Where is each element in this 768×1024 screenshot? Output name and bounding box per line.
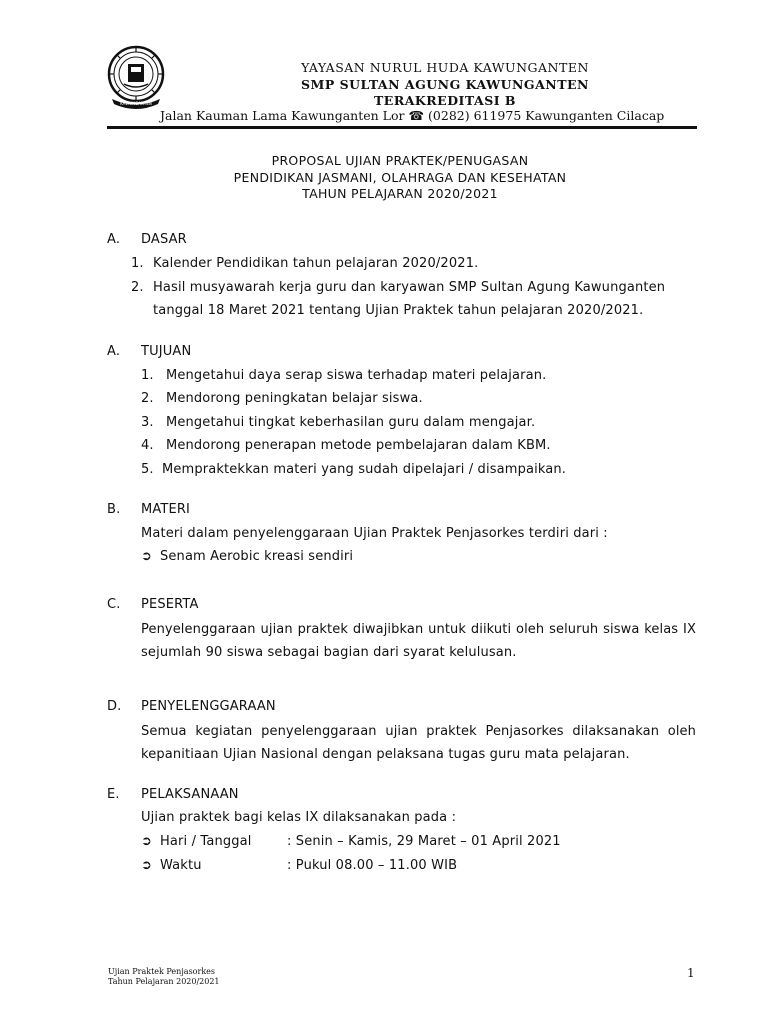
list-item: Mendorong peningkatan belajar siswa. (166, 391, 423, 406)
schedule-value: : Senin – Kamis, 29 Maret – 01 April 2021 (287, 834, 561, 849)
section-intro: Ujian praktek bagi kelas IX dilaksanakan pada : (141, 810, 457, 825)
letterhead-divider (107, 126, 697, 129)
schedule-value: : Pukul 08.00 – 11.00 WIB (287, 858, 458, 873)
bullet-item: Senam Aerobic kreasi sendiri (160, 549, 354, 564)
paragraph-line: Penyelenggaraan ujian praktek diwajibkan untuk diikuti oleh seluruh siswa kelas IX (141, 622, 696, 637)
list-item: Mempraktekkan materi yang sudah dipelajari / disampaikan. (162, 462, 567, 477)
section-letter: E. (107, 787, 120, 802)
address-phone-city: (0282) 611975 Kawunganten Cilacap (428, 108, 665, 123)
school-logo (104, 44, 168, 110)
section-heading-pelaksanaan: PELAKSANAAN (141, 787, 239, 802)
list-number: 5. (141, 462, 154, 477)
list-number: 2. (141, 391, 154, 406)
section-intro: Materi dalam penyelenggaraan Ujian Praktek Penjasorkes terdiri dari : (141, 526, 608, 541)
arrow-bullet-icon: ➲ (141, 834, 152, 849)
section-heading-materi: MATERI (141, 502, 191, 517)
list-item-continuation: tanggal 18 Maret 2021 tentang Ujian Praktek tahun pelajaran 2020/2021. (153, 303, 644, 318)
list-item: Mengetahui daya serap siswa terhadap materi pelajaran. (166, 368, 547, 383)
foundation-name: YAYASAN NURUL HUDA KAWUNGANTEN (301, 60, 589, 75)
list-number: 2. (131, 280, 144, 295)
section-heading-tujuan: TUJUAN (141, 344, 192, 359)
schedule-label: Hari / Tanggal (160, 834, 252, 849)
footer-line-1: Ujian Praktek Penjasorkes (108, 967, 216, 976)
address-street: Jalan Kauman Lama Kawunganten Lor (160, 108, 405, 123)
arrow-bullet-icon: ➲ (141, 549, 152, 564)
list-number: 3. (141, 415, 154, 430)
paragraph-line: Semua kegiatan penyelenggaraan ujian praktek Penjasorkes dilaksanakan oleh (141, 724, 696, 739)
footer-line-2: Tahun Pelajaran 2020/2021 (108, 977, 220, 986)
paragraph-line: sejumlah 90 siswa sebagai bagian dari syarat kelulusan. (141, 645, 517, 660)
section-letter: C. (107, 597, 121, 612)
section-heading-dasar: DASAR (141, 232, 187, 247)
school-name: SMP SULTAN AGUNG KAWUNGANTEN (301, 77, 589, 92)
schedule-label: Waktu (160, 858, 202, 873)
telephone-icon: ☎ (408, 108, 425, 123)
list-item: Mengetahui tingkat keberhasilan guru dalam mengajar. (166, 415, 536, 430)
section-letter: A. (107, 232, 121, 247)
school-address (160, 108, 664, 123)
section-letter: A. (107, 344, 121, 359)
section-letter: D. (107, 699, 122, 714)
title-line-3: TAHUN PELAJARAN 2020/2021 (302, 186, 498, 201)
list-number: 1. (141, 368, 154, 383)
list-number: 4. (141, 438, 154, 453)
list-number: 1. (131, 256, 144, 271)
arrow-bullet-icon: ➲ (141, 858, 152, 873)
list-item: Hasil musyawarah kerja guru dan karyawan SMP Sultan Agung Kawunganten (153, 280, 666, 295)
title-line-2: PENDIDIKAN JASMANI, OLAHRAGA DAN KESEHATAN (233, 170, 567, 185)
list-item: Kalender Pendidikan tahun pelajaran 2020/2021. (153, 256, 479, 271)
page-number: 1 (687, 966, 695, 980)
section-heading-penyelenggaraan: PENYELENGGARAAN (141, 699, 276, 714)
section-heading-peserta: PESERTA (141, 597, 199, 612)
logo-banner-text: KAWUNGANTEN (120, 101, 152, 106)
title-line-1: PROPOSAL UJIAN PRAKTEK/PENUGASAN (271, 153, 529, 168)
list-item: Mendorong penerapan metode pembelajaran dalam KBM. (166, 438, 551, 453)
paragraph-line: kepanitiaan Ujian Nasional dengan pelaksana tugas guru mata pelajaran. (141, 747, 630, 762)
section-letter: B. (107, 502, 121, 517)
accreditation: TERAKREDITASI B (374, 93, 516, 108)
